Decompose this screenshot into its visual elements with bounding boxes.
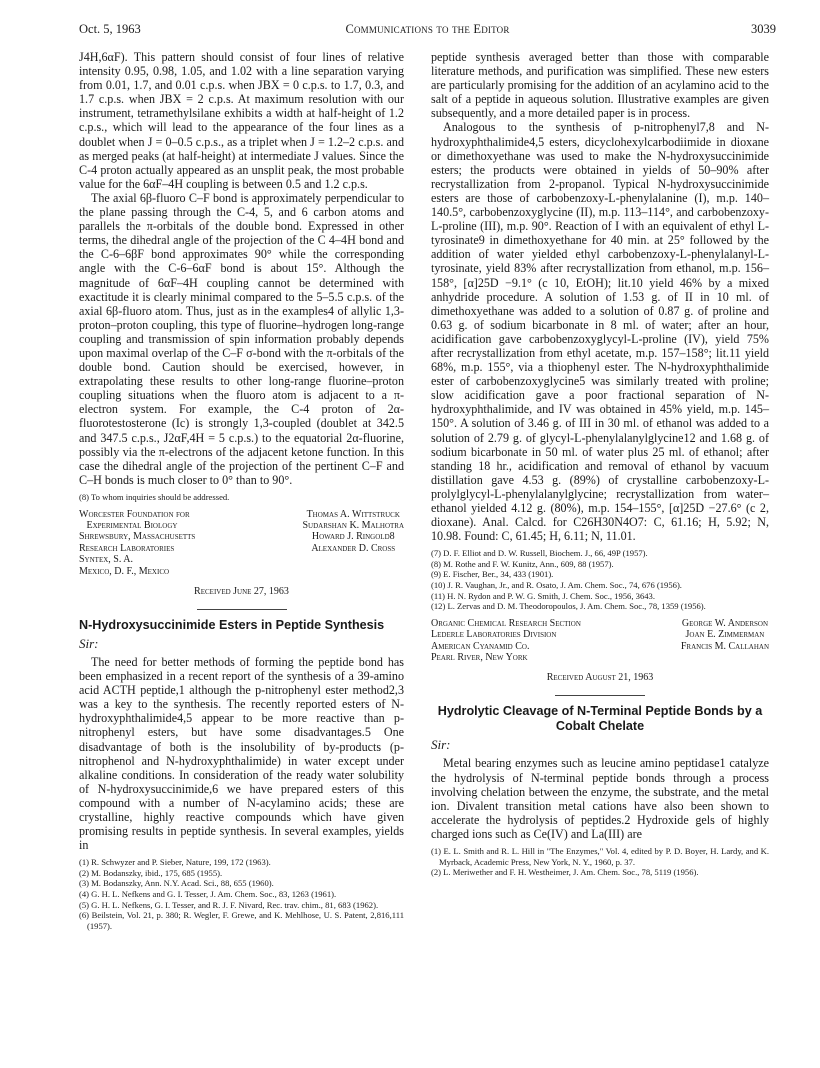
paragraph: Analogous to the synthesis of p-nitrophenyl7,8 and N-hydroxyphthalimide4,5 esters, dicyclohexylcarbodiimide in dioxane or dimethoxyethane was used to make the N-hydroxysuccinimide esters; the products were obtained in yields of 50–90% after recrystallization from 2-propanol. Typical N-hydroxysuccinimide esters are those of carbobenzoxy-L-phenylalanine (I), m.p. 140–140.5°, carbobenzoxyglycine (II), m.p. 113–114°, and carbobenzoxy-L-proline (III), m.p. 90°. Reaction of I with an equivalent of ethyl L-tyrosinate9 in dimethoxyethane for 40 min. at 25° followed by the addition of water yielded ethyl carbobenzoxy-L-phenylalanyl-L-tyrosinate, yield 83% after recrystallization from ethanol, m.p. 156–158°, [α]25D −9.1° (c 10, EtOH); lit.10 yield 46% by a mixed anhydride procedure. A solution of 1.53 g. of II in 10 ml. of dimethoxyethane was added to a solution of 0.87 g. of proline and 0.63 g. of sodium bicarbonate in 8 ml. of water; after an hour, acidification gave carbobenzoxyglycyl-L-proline (IV), yield 75% after recrystallization from ethyl acetate, m.p. 157–158°; lit.11 yield 68%, m.p. 155°, via a thiophenyl ester. The N-hydroxyphthalimide ester of carbobenzoxyglycine5 was similarly treated with proline; slow acidification gave a poor fractional separation of N-hydroxyphthalimide, and IV was obtained in 45% yield, m.p. 145–150°. A solution of 3.46 g. of III in 30 ml. of ethanol was added to a solution of 2.79 g. of glycyl-L-phenylalanylglycine12 and 1.68 g. of sodium bicarbonate in 50 ml. of water plus 25 ml. of ethanol; after standing 18 hr., acidification and removal of ethanol by vacuum distillation gave 4.53 g. (89%) of crystalline carbobenzoxy-L-prolylglycyl-L-phenylalanylglycine; recrystallization from water–ethanol yielded 4.12 g. (80%), m.p. 154–155°, [α]25D −27.6° (c 2, dioxane). Anal. Calcd. for C26H30N4O7: C, 61.16; H, 5.92; N, 10.98. Found: C, 61.45; H, 6.11; N, 11.01. <box>431 120 769 544</box>
footnotes <box>431 548 769 612</box>
footnote: (8) To whom inquiries should be addressed. <box>79 491 230 502</box>
paragraph: peptide synthesis averaged better than those with comparable literature methods, and purification was simplified. These new esters are particularly promising for the addition of an acylamino acid to the salt of a peptide in aqueous solution. Illustrative examples are given subsequently, and a more detailed paper is in process. <box>431 50 769 121</box>
right-column <box>431 50 769 878</box>
article-title: N-Hydroxysuccinimide Esters in Peptide Synthesis <box>79 617 385 632</box>
footnote: (2) L. Meriwether and F. H. Westheimer, J. Am. Chem. Soc., 78, 5119 (1956). <box>431 867 699 878</box>
author-block <box>431 618 769 664</box>
footnote: (9) E. Fischer, Ber., 34, 433 (1901). <box>431 569 554 580</box>
footnotes <box>79 492 404 503</box>
footnote: (1) R. Schwyzer and P. Sieber, Nature, 199, 172 (1963). <box>79 857 271 868</box>
article-title: Hydrolytic Cleavage of N-Terminal Peptide Bonds by a Cobalt Chelate <box>437 704 763 734</box>
received-date: Received August 21, 1963 <box>546 672 654 684</box>
author-list: Thomas A. Wittstruck Sudarshan K. Malhotra Howard J. Ringold8 Alexander D. Cross <box>302 508 404 554</box>
issue-date: Oct. 5, 1963 <box>79 22 141 36</box>
footnote: (11) H. N. Rydon and P. W. G. Smith, J. Chem. Soc., 1956, 3643. <box>431 590 655 601</box>
author-block <box>79 509 404 577</box>
footnote: (1) E. L. Smith and R. L. Hill in "The Enzymes," Vol. 4, edited by P. D. Boyer, H. Lardy, and K. Myrback, Academic Press, New York, N. Y., 1960, p. 37. <box>431 846 769 867</box>
footnote: (8) M. Rothe and F. W. Kunitz, Ann., 609, 88 (1957). <box>431 558 614 569</box>
left-column <box>79 50 404 931</box>
salutation: Sir: <box>79 635 99 651</box>
salutation: Sir: <box>431 737 451 753</box>
received-date: Received June 27, 1963 <box>194 585 289 597</box>
journal-section: Communications to the Editor <box>345 22 510 36</box>
footnote: (12) L. Zervas and D. M. Theodoropoulos, J. Am. Chem. Soc., 78, 1359 (1956). <box>431 601 706 612</box>
author-list: George W. Anderson Joan E. Zimmerman Francis M. Callahan <box>680 617 769 652</box>
running-head <box>79 22 776 40</box>
footnotes <box>79 857 404 931</box>
footnote: (4) G. H. L. Nefkens and G. I. Tesser, J. Am. Chem. Soc., 83, 1263 (1961). <box>79 889 337 900</box>
paragraph: Metal bearing enzymes such as leucine amino peptidase1 catalyze the hydrolysis of N-terminal peptide bonds through a process involving chelation between the enzyme, the substrate, and the metal ion. Divalent transition metal cations have also been shown to accelerate the hydrolysis of peptides.2 Hydroxide gels of highly charged ions such as Ce(IV) and La(III) are <box>431 756 769 841</box>
divider <box>555 695 645 696</box>
footnote: (10) J. R. Vaughan, Jr., and R. Osato, J. Am. Chem. Soc., 74, 676 (1956). <box>431 580 682 591</box>
page-number: 3039 <box>751 22 776 36</box>
paragraph: J4H,6αF). This pattern should consist of four lines of relative intensity 0.95, 0.98, 1.05, and 1.02 with a line separation varying from 0.01, 1.7, and 0.01 c.p.s. when JBX = 0 c.p.s. to 1.7, 0.3, and 1.7 c.p.s. when JBX = 2 c.p.s. At maximum resolution with our instrument, tetramethylsilane exhibits a width at half-height of 1.2 c.p.s., which will lead to the appearance of the four lines as a doublet when J = 0–0.5 c.p.s., as a triplet when J = 1.2–2 c.p.s. and as merged peaks (at half-height) at intermediate J values. Since the C-4 proton actually appeared as an unsplit peak, the most probable value for the 6αF–4H coupling is between 0.5 and 1.2 c.p.s. <box>79 50 404 191</box>
footnote: (2) M. Bodanszky, ibid., 175, 685 (1955). <box>79 867 223 878</box>
footnotes <box>431 846 769 878</box>
footnote: (5) G. H. L. Nefkens, G. I. Tesser, and R. J. F. Nivard, Rec. trav. chim., 81, 683 (1962). <box>79 899 379 910</box>
footnote: (6) Beilstein, Vol. 21, p. 380; R. Wegler, F. Grewe, and K. Mehlhose, U. S. Patent, 2,816,111 (1957). <box>79 910 404 931</box>
affiliation: Worcester Foundation for Experimental Biology Shrewsbury, Massachusetts Research Laboratories Syntex, S. A. Mexico, D. F., Mexico <box>79 508 196 577</box>
affiliation: Organic Chemical Research Section Lederle Laboratories Division American Cyanamid Co. Pearl River, New York <box>431 617 581 664</box>
paragraph: The axial 6β-fluoro C–F bond is approximately perpendicular to the plane passing through the C-4, 5, and 6 carbon atoms and parallels the π-orbitals of the double bond. Expressed in other terms, the dihedral angle of the projection of the C 4–4H bond and the C-6–6βF bond approximates 90° while the corresponding angle with the C-6–6αF bond is about 15°. Although the magnitude of 6αF–4H coupling cannot be determined with exactitude it is clearly minimal compared to the 5–5.5 c.p.s. of the axial 6β-fluoro atom. Thus, just as in the examples4 of allylic 1,3-proton–proton coupling, this type of fluorine–hydrogen long-range coupling and transmission of spin information probably depends upon maximal overlap of the C–F σ-bond with the π-orbitals of the double bond. Caution should be exercised, however, in extrapolating these results to other long-range fluorine–proton coupling situations when the fluoro atom is adjacent to a π-electron system. For example, the C-4 proton of 2α-fluorotestosterone (Ic) is strongly 1,3-coupled (doublet at 342.5 and 347.5 c.p.s., J2αF,4H = 5 c.p.s.) to the equatorial 2α-fluorine, possibly via the π-electrons of the adjacent ketone function. In this case the dihedral angle of the projection of the pertinent C–F and C–H bonds is much closer to 0° than to 90°. <box>79 190 404 487</box>
footnote: (3) M. Bodanszky, Ann. N.Y. Acad. Sci., 88, 655 (1960). <box>79 878 274 889</box>
paragraph: The need for better methods of forming the peptide bond has been emphasized in a recent report of the synthesis of a 39-amino acid ACTH peptide,1 although the p-nitrophenyl ester method2,3 was a key to the synthesis. The recently reported esters of N-hydroxyphthalimide4,5 appear to be more reactive than p-nitrophenyl esters, but have some disadvantages.5 One disadvantage of both is the insolubility of by-products (p-nitrophenol and N-hydroxyphthalimide) in water except under alkaline conditions. In consideration of the ready water solubility of N-hydroxysuccinimide,6 we have prepared esters of this compound with a number of N-acylamino acids; these are crystalline, highly reactive compounds which have given promising results in peptide synthesis. In several examples, yields in <box>79 654 404 853</box>
divider <box>197 609 287 610</box>
footnote: (7) D. F. Elliot and D. W. Russell, Biochem. J., 66, 49P (1957). <box>431 548 648 559</box>
